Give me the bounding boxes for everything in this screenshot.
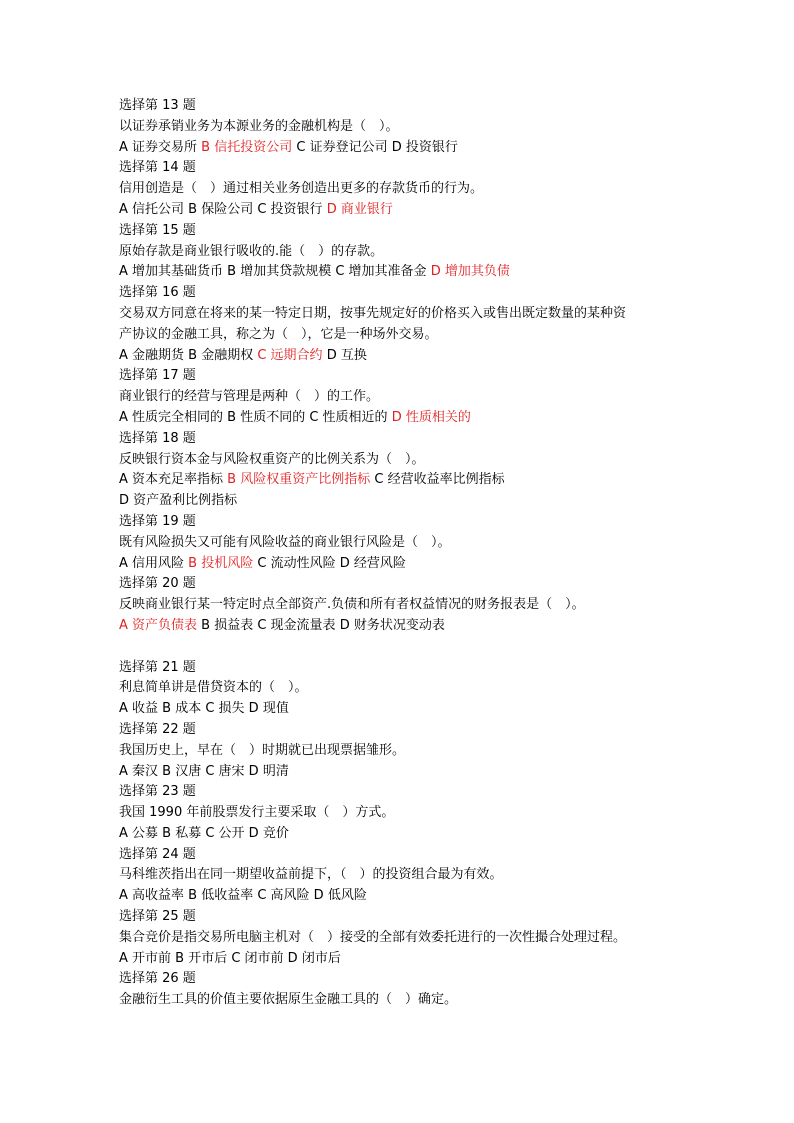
option-text: A 证券交易所 [119,139,202,155]
question-block [119,907,699,969]
document-body [119,96,699,1011]
option-text: A 开市前 B 开市后 C 闭市前 D 闭市后 [119,950,341,966]
question-block [119,366,699,428]
question-stem: 以证券承销业务为本源业务的金融机构是（ ）。 [119,118,399,134]
question-block [119,969,699,1011]
question-stem: 利息简单讲是借贷资本的（ ）。 [119,680,308,696]
question-block [119,221,699,283]
option-text: D 互换 [322,347,367,363]
options-line [119,762,699,783]
correct-answer: C 远期合约 [257,347,323,363]
correct-answer: D 增加其负债 [430,264,510,280]
option-text: A 金融期货 B 金融期权 [119,347,258,363]
option-text: C 证券登记公司 D 投资银行 [292,139,458,155]
option-text: A 性质完全相同的 B 性质不同的 C 性质相近的 [119,409,392,425]
question-block [119,96,699,158]
option-text: C 经营收益率比例指标 [370,472,505,488]
options-line [119,346,699,367]
question-header: 选择第 26 题 [119,971,196,987]
question-header: 选择第 24 题 [119,846,196,862]
question-header: 选择第 19 题 [119,513,196,529]
correct-answer: D 性质相关的 [391,409,471,425]
option-text: A 资本充足率指标 [119,472,228,488]
option-text: D 资产盈利比例指标 [119,493,238,509]
option-text: A 增加其基础货币 B 增加其贷款规模 C 增加其准备金 [119,264,431,280]
options-line [119,138,699,159]
option-text: A 收益 B 成本 C 损失 D 现值 [119,701,289,717]
correct-answer: B 风险权重资产比例指标 [227,472,371,488]
options-line [119,949,699,970]
question-stem: 反映银行资本金与风险权重资产的比例关系为（ ）。 [119,451,425,467]
question-header: 选择第 22 题 [119,721,196,737]
question-block [119,574,699,636]
options-line [119,200,699,221]
correct-answer: D 商业银行 [326,201,393,217]
option-text: A 秦汉 B 汉唐 C 唐宋 D 明清 [119,763,289,779]
question-stem: 马科维茨指出在同一期望收益前提下，（ ）的投资组合最为有效。 [119,867,503,883]
option-text: C 流动性风险 D 经营风险 [253,555,406,571]
options-line [119,699,699,720]
correct-answer: B 投机风险 [188,555,254,571]
question-header: 选择第 15 题 [119,222,196,238]
question-block [119,158,699,220]
question-block [119,845,699,907]
option-text: A 信托公司 B 保险公司 C 投资银行 [119,201,327,217]
question-block [119,512,699,574]
option-text: A 高收益率 B 低收益率 C 高风险 D 低风险 [119,888,367,904]
blank-line [119,637,699,658]
question-stem: 反映商业银行某一特定时点全部资产.负债和所有者权益情况的财务报表是（ ）。 [119,597,585,613]
option-text: A 信用风险 [119,555,189,571]
options-line [119,408,699,429]
options-line [119,491,699,512]
question-stem: 交易双方同意在将来的某一特定日期，按事先规定好的价格买入或售出既定数量的某种资 [119,305,627,321]
question-header: 选择第 16 题 [119,285,196,301]
options-line [119,886,699,907]
question-stem: 既有风险损失又可能有风险收益的商业银行风险是（ ）。 [119,534,451,550]
options-line [119,554,699,575]
question-header: 选择第 23 题 [119,784,196,800]
question-header: 选择第 17 题 [119,368,196,384]
correct-answer: A 资产负债表 [119,617,198,633]
option-text: A 公募 B 私募 C 公开 D 竞价 [119,825,289,841]
options-line [119,470,699,491]
question-stem: 产协议的金融工具，称之为（ ），它是一种场外交易。 [119,326,438,342]
question-block [119,720,699,782]
options-line [119,262,699,283]
question-header: 选择第 14 题 [119,160,196,176]
question-header: 选择第 21 题 [119,659,196,675]
question-stem: 信用创造是（ ）通过相关业务创造出更多的存款货币的行为。 [119,181,484,197]
question-stem: 原始存款是商业银行吸收的.能（ ）的存款。 [119,243,384,259]
options-line [119,616,699,637]
question-block [119,658,699,720]
question-header: 选择第 20 题 [119,576,196,592]
question-header: 选择第 25 题 [119,909,196,925]
question-stem: 我国 1990 年前股票发行主要采取（ ）方式。 [119,805,395,821]
question-stem: 集合竞价是指交易所电脑主机对（ ）接受的全部有效委托进行的一次性撮合处理过程。 [119,929,627,945]
options-line [119,824,699,845]
question-block [119,283,699,366]
question-block [119,429,699,512]
correct-answer: B 信托投资公司 [201,139,293,155]
option-text: B 损益表 C 现金流量表 D 财务状况变动表 [197,617,445,633]
question-stem: 我国历史上，早在（ ）时期就已出现票据雏形。 [119,742,406,758]
question-header: 选择第 13 题 [119,98,196,113]
question-stem: 金融衍生工具的价值主要依据原生金融工具的（ ）确定。 [119,992,458,1008]
question-stem: 商业银行的经营与管理是两种（ ）的工作。 [119,389,380,405]
question-block [119,782,699,844]
question-header: 选择第 18 题 [119,430,196,446]
